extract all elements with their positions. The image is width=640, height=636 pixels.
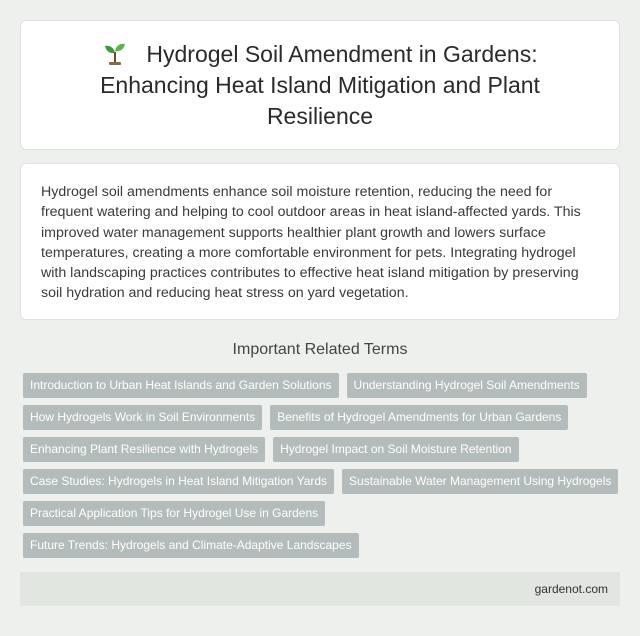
sprout-icon: [102, 40, 128, 66]
footer: [20, 572, 620, 606]
related-term-chip[interactable]: How Hydrogels Work in Soil Environments: [23, 405, 262, 430]
page-title: [60, 39, 580, 132]
related-term-chip[interactable]: Enhancing Plant Resilience with Hydrogels: [23, 437, 265, 462]
title-card: [20, 20, 620, 150]
footer-site-link[interactable]: gardenot.com: [534, 582, 608, 596]
related-term-chip[interactable]: Case Studies: Hydrogels in Heat Island Mitigation Yards: [23, 469, 334, 494]
related-term-chip[interactable]: Understanding Hydrogel Soil Amendments: [347, 373, 587, 398]
page-title-text: Hydrogel Soil Amendment in Gardens: Enhancing Heat Island Mitigation and Plant Resilience: [100, 40, 540, 129]
related-term-chip[interactable]: Introduction to Urban Heat Islands and Garden Solutions: [23, 373, 339, 398]
related-term-chip[interactable]: Practical Application Tips for Hydrogel Use in Gardens: [23, 501, 325, 526]
related-term-chip[interactable]: Benefits of Hydrogel Amendments for Urban Gardens: [270, 405, 568, 430]
related-term-chip[interactable]: Future Trends: Hydrogels and Climate-Adaptive Landscapes: [23, 533, 359, 558]
related-term-chip[interactable]: Hydrogel Impact on Soil Moisture Retention: [273, 437, 518, 462]
related-term-chip[interactable]: Sustainable Water Management Using Hydrogels: [342, 469, 618, 494]
related-terms-list: [23, 373, 623, 558]
description-card: [20, 163, 620, 320]
related-terms-heading: Important Related Terms: [232, 341, 408, 358]
description-text: Hydrogel soil amendments enhance soil moisture retention, reducing the need for frequent watering and helping to cool outdoor areas in heat island-affected yards. This improved water management supports healthier plant growth and lowers surface temperatures, creating a more comfortable environment for pets. Integrating hydrogel with landscaping practices contributes to effective heat island mitigation by preserving soil hydration and reducing heat stress on yard vegetation.: [41, 184, 581, 302]
